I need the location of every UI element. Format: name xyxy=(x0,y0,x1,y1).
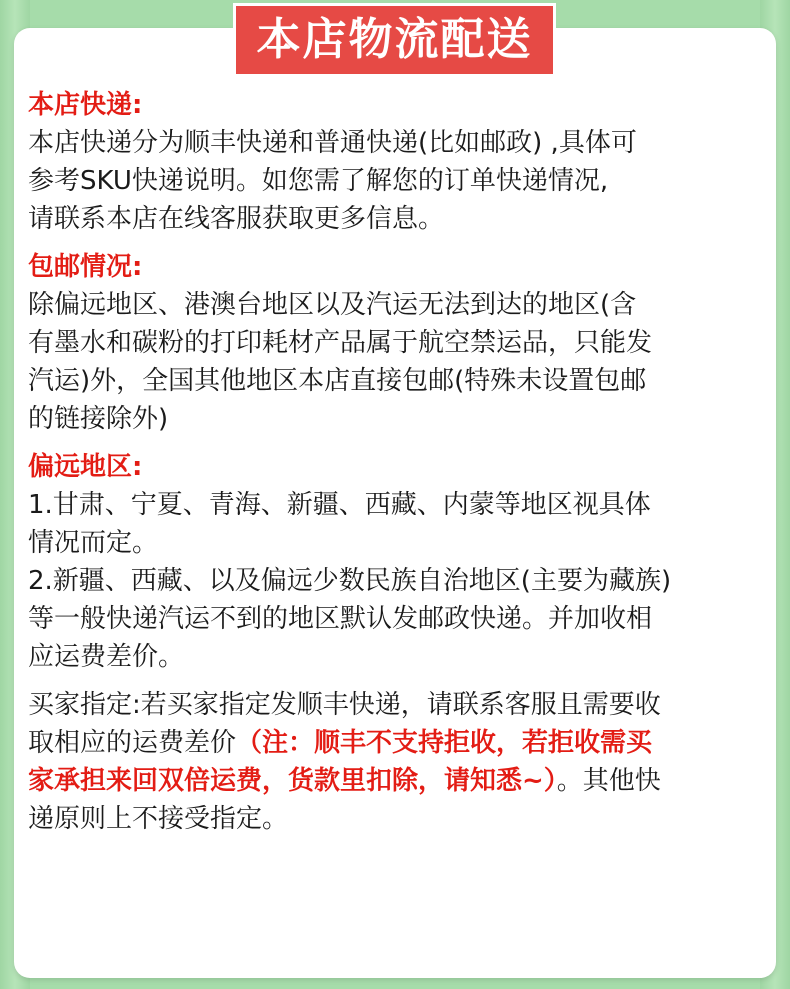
text-line: 2.新疆、西藏、以及偏远少数民族自治地区(主要为藏族) xyxy=(28,566,672,596)
express-text xyxy=(28,124,768,238)
text-normal: 。其他快 xyxy=(556,766,661,796)
buyer-text xyxy=(28,686,768,838)
text-line: 等一般快递汽运不到的地区默认发邮政快递。并加收相 xyxy=(28,604,653,634)
text-line: 除偏远地区、港澳台地区以及汽运无法到达的地区(含 xyxy=(28,290,637,320)
text-line xyxy=(28,724,768,762)
text-line: 汽运)外，全国其他地区本店直接包邮(特殊未设置包邮 xyxy=(28,366,647,396)
text-line: 应运费差价。 xyxy=(28,642,185,672)
text-line: 1.甘肃、宁夏、青海、新疆、西藏、内蒙等地区视具体 xyxy=(28,490,651,520)
content-body xyxy=(28,86,768,838)
text-line: 情况而定。 xyxy=(28,528,159,558)
warning-text: （注：顺丰不支持拒收，若拒收需买 xyxy=(236,728,653,758)
text-line: 递原则上不接受指定。 xyxy=(28,804,289,834)
text-line: 本店快递分为顺丰快递和普通快递(比如邮政) ,具体可 xyxy=(28,128,637,158)
warning-text: 家承担来回双倍运费，货款里扣除，请知悉~） xyxy=(28,766,557,796)
text-line: 请联系本店在线客服获取更多信息。 xyxy=(28,204,445,234)
text-line: 买家指定:若买家指定发顺丰快递，请联系客服且需要收 xyxy=(28,690,661,720)
banner-title: 本店物流配送 xyxy=(236,6,553,74)
remote-heading: 偏远地区: xyxy=(28,452,143,482)
text-line xyxy=(28,762,768,800)
text-line: 参考SKU快递说明。如您需了解您的订单快递情况, xyxy=(28,166,609,196)
remote-text xyxy=(28,486,768,676)
express-heading: 本店快递: xyxy=(28,90,143,120)
text-line: 的链接除外) xyxy=(28,404,169,434)
text-line: 有墨水和碳粉的打印耗材产品属于航空禁运品，只能发 xyxy=(28,328,653,358)
free-shipping-heading: 包邮情况: xyxy=(28,252,143,282)
text-normal: 取相应的运费差价 xyxy=(28,728,237,758)
free-shipping-text xyxy=(28,286,768,438)
